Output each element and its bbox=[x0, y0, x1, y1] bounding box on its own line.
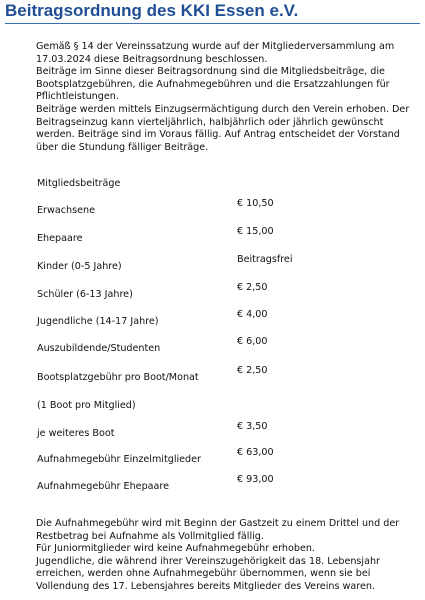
fee-value: € 15,00 bbox=[237, 226, 274, 237]
fee-label: Kinder (0-5 Jahre) bbox=[37, 261, 122, 272]
fee-value: € 63,00 bbox=[237, 447, 274, 458]
footer-text bbox=[36, 518, 422, 594]
footer-paragraph: Die Aufnahmegebühr wird mit Beginn der Gastzeit zu einem Drittel und der Restbetrag bei Aufnahme als Vollmitglied fällig. bbox=[36, 518, 400, 542]
footer-paragraph: Jugendliche, die während ihrer Vereinszugehörigkeit das 18. Lebensjahr erreichen, werden ohne Aufnahmegebühr übernommen, wenn sie bei Vollendung des 17. Lebensjahres bereits Mitglieder des Vereins waren. bbox=[36, 555, 380, 592]
fee-value: € 4,00 bbox=[237, 309, 268, 320]
intro-paragraph: Beiträge werden mittels Einzugsermächtigung durch den Verein erhoben. Der Beitragseinzug kann vierteljährlich, halbjährlich oder jährlich gewünscht werden. Beiträge sind im Voraus fällig. Auf Antrag entscheidet der Vorstand über die Stundung fälliger Beiträge. bbox=[36, 103, 410, 153]
fee-label: (1 Boot pro Mitglied) bbox=[37, 400, 136, 411]
fee-value: € 6,00 bbox=[237, 336, 268, 347]
fee-label: Jugendliche (14-17 Jahre) bbox=[37, 316, 159, 327]
fee-label: Erwachsene bbox=[37, 205, 95, 216]
fee-label: je weiteres Boot bbox=[37, 428, 115, 439]
fee-value: € 10,50 bbox=[237, 198, 274, 209]
intro-text bbox=[36, 41, 422, 154]
footer-paragraph: Für Juniormitglieder wird keine Aufnahmegebühr erhoben. bbox=[36, 543, 315, 555]
fee-value: € 2,50 bbox=[237, 365, 268, 376]
fee-label: Bootsplatzgebühr pro Boot/Monat bbox=[37, 372, 199, 383]
fee-value: € 3,50 bbox=[237, 421, 268, 432]
fee-label: Auszubildende/Studenten bbox=[37, 343, 161, 354]
fee-label: Aufnahmegebühr Einzelmitglieder bbox=[37, 454, 201, 465]
fee-table-heading: Mitgliedsbeiträge bbox=[37, 178, 121, 189]
fee-value: € 93,00 bbox=[237, 474, 274, 485]
fee-label: Schüler (6-13 Jahre) bbox=[37, 289, 133, 300]
intro-paragraph: Beiträge im Sinne dieser Beitragsordnung sind die Mitgliedsbeiträge, die Bootsplatzgebühren, die Aufnahmegebühren und die Ersatzzahlungen für Pflichtleistungen. bbox=[36, 66, 390, 103]
title-divider bbox=[5, 23, 420, 24]
page-title: Beitragsordnung des KKI Essen e.V. bbox=[5, 1, 299, 20]
fee-label: Ehepaare bbox=[37, 233, 83, 244]
fee-value: € 2,50 bbox=[237, 282, 268, 293]
fee-value: Beitragsfrei bbox=[237, 254, 293, 265]
fee-label: Aufnahmegebühr Ehepaare bbox=[37, 481, 170, 492]
intro-paragraph: Gemäß § 14 der Vereinssatzung wurde auf der Mitgliederversammlung am 17.03.2024 diese Beitragsordnung beschlossen. bbox=[36, 41, 395, 65]
